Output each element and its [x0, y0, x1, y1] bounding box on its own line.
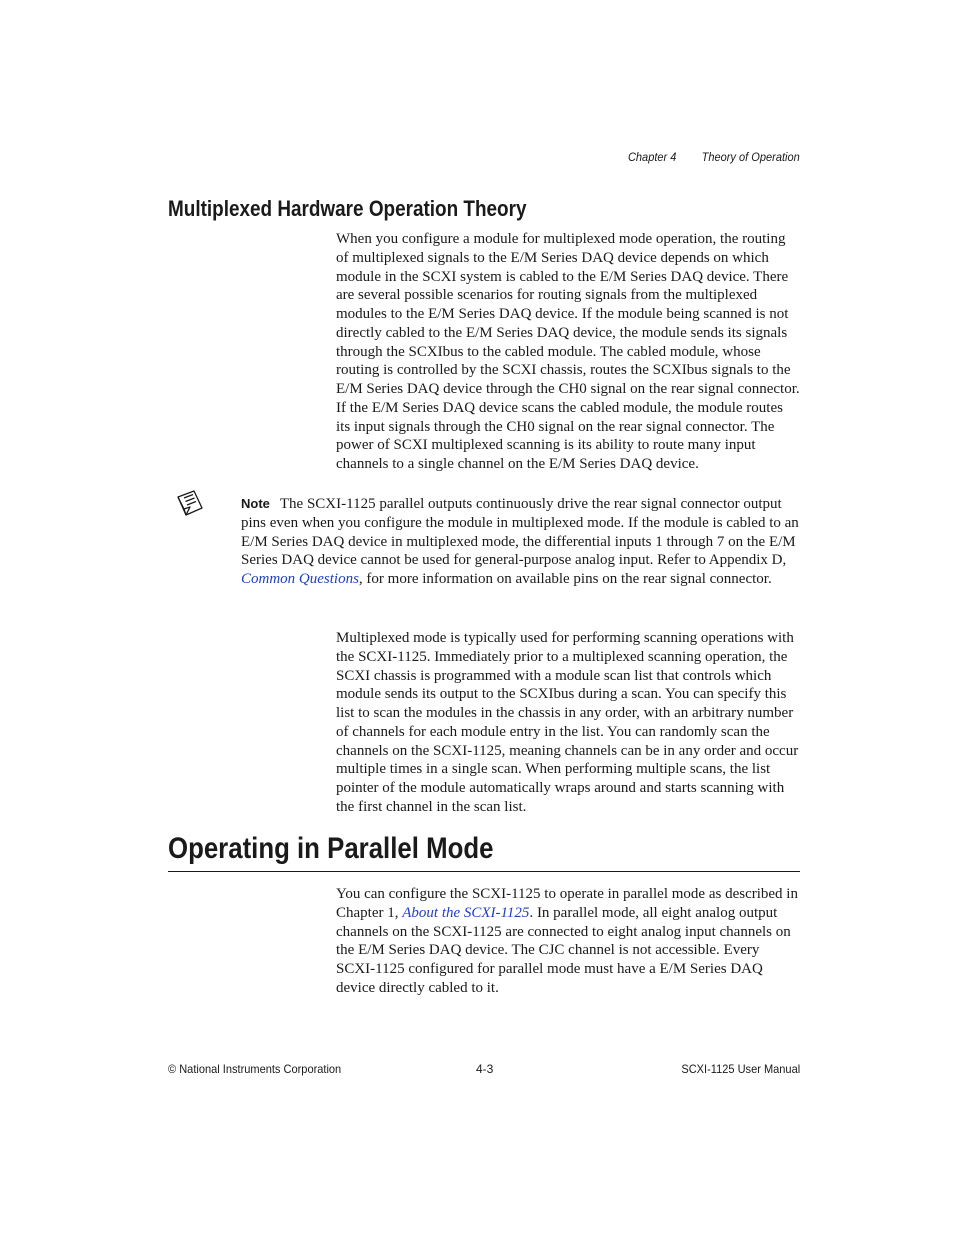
link-common-questions[interactable]: Common Questions [241, 571, 359, 587]
section-heading-multiplexed: Multiplexed Hardware Operation Theory [168, 196, 527, 221]
section-heading-parallel-text: Operating in Parallel Mode [168, 832, 494, 865]
header-chapter: Chapter 4 [628, 150, 677, 164]
parallel-text-before: You can configure the SCXI-1125 to operate in parallel mode as described in Chapter 1, [336, 886, 798, 921]
footer-page-number: 4-3 [476, 1062, 494, 1076]
note-icon [175, 488, 205, 518]
page-footer [168, 1062, 800, 1078]
section-heading-parallel [168, 832, 800, 866]
footer-copyright: © National Instruments Corporation [168, 1062, 342, 1076]
running-header [628, 150, 800, 164]
link-about-scxi-1125[interactable]: About the SCXI-1125 [402, 904, 530, 921]
note-text-before: The SCXI-1125 parallel outputs continuously drive the rear signal connector output pins even when you configure the module in multiplexed mode. If the module is cabled to an E/M Series DAQ device in multiplexed mode, the differential inputs 1 through 7 on the E/M Series DAQ device cannot be used for general-purpose analog input. Refer to Appendix D, [241, 496, 799, 569]
note-text-after: , for more information on available pins on the rear signal connector. [358, 571, 772, 587]
header-title: Theory of Operation [701, 150, 800, 164]
paragraph-multiplexed-scanning: Multiplexed mode is typically used for performing scanning operations with the SCXI-1125. Immediately prior to a multiplexed scanning operation, the SCXI chassis is programmed with a module scan list that controls which module sends its output to the SCXIbus during a scan. You can specify this list to scan the modules in the chassis in any order, with an arbitrary number of channels for each module entry in the list. You can randomly scan the channels on the SCXI-1125, meaning channels can be in any order and occur multiple times in a single scan. When performing multiple scans, the list pointer of the module automatically wraps around and starts scanning with the first channel in the scan list. [336, 630, 799, 815]
note-label: Note [241, 496, 270, 511]
note-block [241, 495, 800, 589]
heading-rule [168, 871, 800, 872]
paragraph-multiplexed-intro: When you configure a module for multiplexed mode operation, the routing of multiplexed signals to the E/M Series DAQ device depends on which module in the SCXI system is cabled to the E/M Series DAQ device. There are several possible scenarios for routing signals from the multiplexed modules to the E/M Series DAQ device. If the module being scanned is not directly cabled to the E/M Series DAQ device, the module sends its signals through the SCXIbus to the cabled module. The cabled module, whose routing is controlled by the SCXI chassis, routes the SCXIbus signals to the E/M Series DAQ device through the CH0 signal on the rear signal connector. If the E/M Series DAQ device scans the cabled module, the module routes its input signals through the CH0 signal on the rear signal connector. The power of SCXI multiplexed scanning is its ability to route many input channels to a single channel on the E/M Series DAQ device. [336, 231, 800, 472]
parallel-text-after: . In parallel mode, all eight analog output channels on the SCXI-1125 are connected to eight analog input channels on the E/M Series DAQ device. The CJC channel is not accessible. Every SCXI-1125 configured for parallel mode must have a E/M Series DAQ device directly cabled to it. [336, 904, 791, 996]
footer-manual-title: SCXI-1125 User Manual [681, 1062, 800, 1076]
paragraph-parallel-mode [336, 885, 800, 998]
